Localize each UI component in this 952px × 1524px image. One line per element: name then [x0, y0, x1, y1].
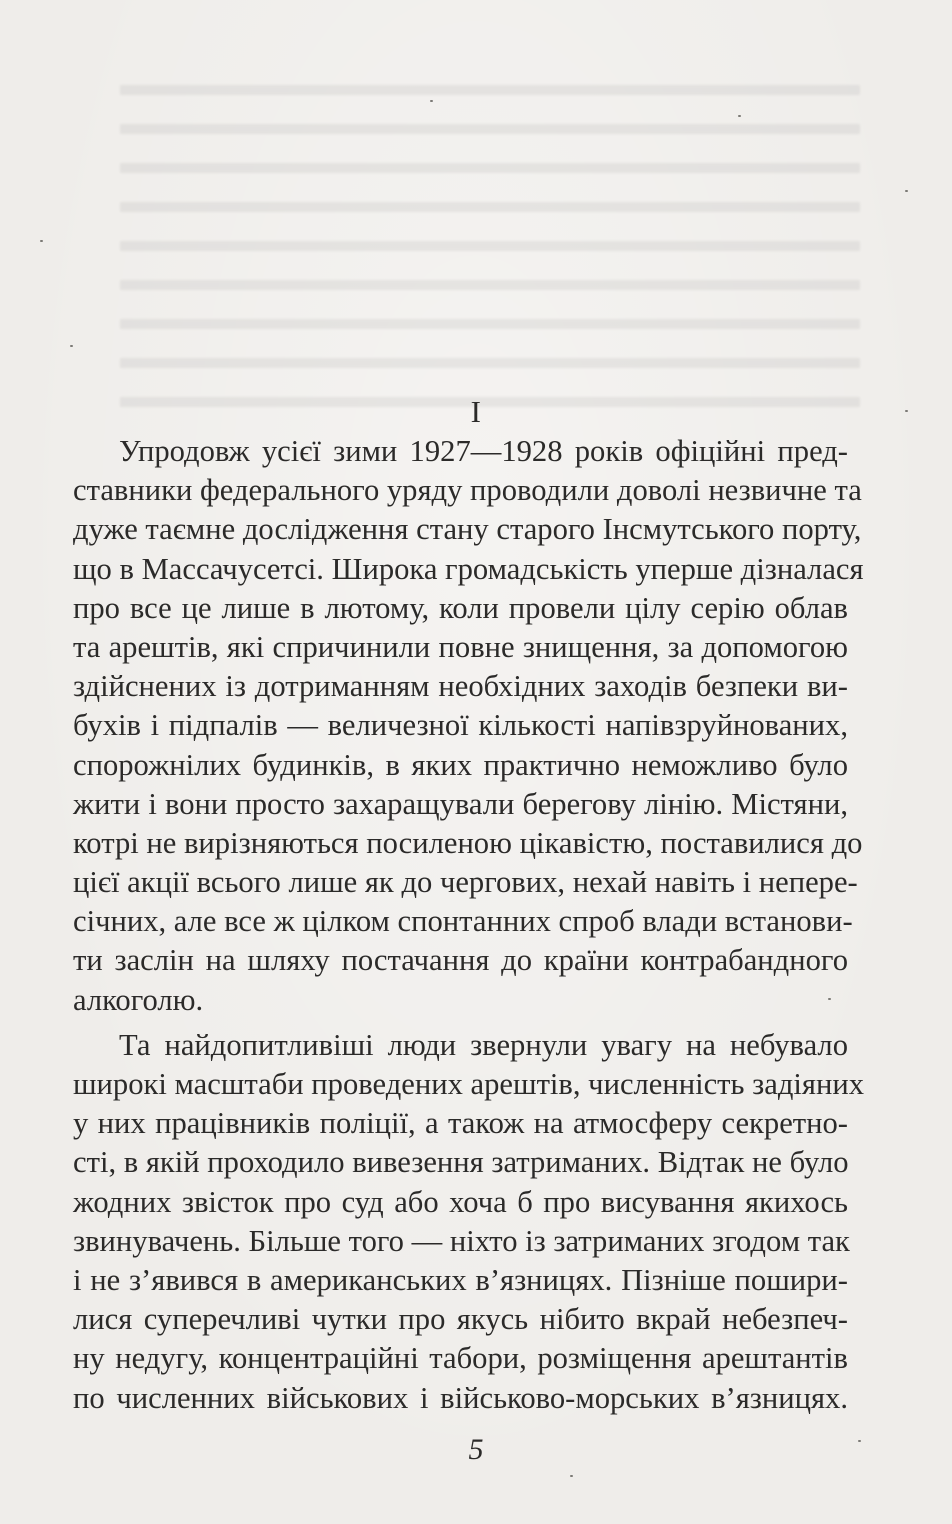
text-line: звинувачень. Більше того — ніхто із затриманих згодом так: [73, 1223, 850, 1258]
text-line: широкі масштаби проведених арештів, численність задіяних: [73, 1067, 865, 1101]
paper-speck: [40, 240, 43, 242]
text-line: спорожнілих будинків, в яких практично неможливо було: [73, 747, 848, 782]
show-through-text: [120, 85, 860, 415]
paper-speck: [70, 345, 73, 347]
text-line: ти заслін на шляху постачання до країни контрабандного: [73, 943, 848, 978]
page-number: 5: [468, 1433, 484, 1466]
paper-speck: [738, 115, 741, 117]
paragraph-2: [73, 1026, 865, 1418]
paragraph-1: [73, 432, 864, 1020]
text-line: що в Массачусетсі. Широка громадськість уперше дізналася: [73, 551, 864, 586]
text-line: січних, але все ж цілком спонтанних спроб влади встанови-: [73, 904, 853, 939]
text-line: Упродовж усієї зими 1927—1928 років офіційні пред-: [119, 434, 848, 468]
text-line: ну недугу, концентраційні табори, розміщення арештантів: [73, 1341, 848, 1376]
text-line: Та найдопитливіші люди звернули увагу на небувало: [119, 1027, 848, 1062]
chapter-numeral: I: [470, 394, 482, 429]
text-line: жодних звісток про суд або хоча б про висування якихось: [73, 1184, 848, 1219]
text-line: та арештів, які спричинили повне знищення, за допомогою: [73, 629, 848, 664]
text-line: котрі не вирізняються посиленою цікавістю, поставилися до: [73, 825, 863, 860]
text-line: цієї акції всього лише як до чергових, нехай навіть і непере-: [73, 865, 858, 900]
text-line: по численних військових і військово-морських в’язницях.: [73, 1380, 848, 1415]
text-line: ставники федерального уряду проводили доволі незвичне та: [73, 473, 862, 508]
text-line: здійснених із дотриманням необхідних заходів безпеки ви-: [73, 669, 848, 704]
text-line: жити і вони просто захаращували берегову лінію. Містяни,: [73, 786, 848, 821]
paper-speck: [430, 100, 433, 102]
body-text: [73, 432, 865, 1418]
text-line: у них працівників поліції, а також на атмосферу секретно-: [73, 1106, 848, 1141]
text-line: про все це лише в лютому, коли провели цілу серію облав: [73, 590, 848, 625]
text-line: лися суперечливі чутки про якусь нібито вкрай небезпеч-: [73, 1302, 848, 1337]
text-line: і не з’явився в американських в’язницях. Пізніше пошири-: [73, 1262, 848, 1297]
paper-speck: [905, 190, 908, 192]
text-line: дуже таємне дослідження стану старого Інсмутського порту,: [73, 512, 862, 547]
paper-speck: [570, 1475, 573, 1477]
text-line: алкоголю.: [73, 982, 204, 1017]
text-line: бухів і підпалів — величезної кількості напівзруйнованих,: [73, 708, 848, 743]
text-line: сті, в якій проходило вивезення затриманих. Відтак не було: [73, 1145, 849, 1180]
